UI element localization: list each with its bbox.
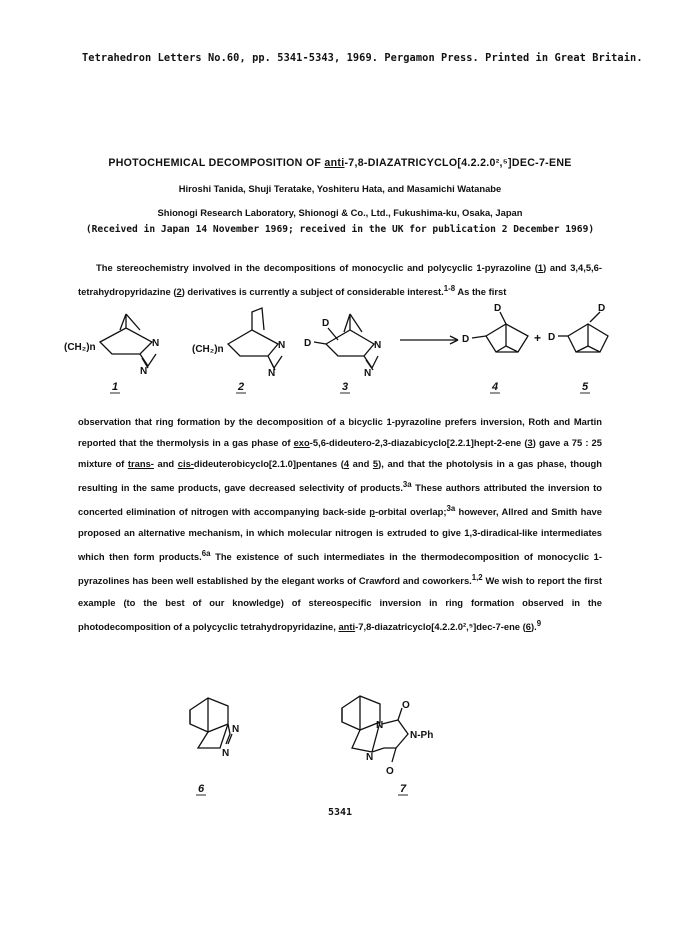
compound-label-2: 2 bbox=[238, 381, 245, 393]
citation-sup-1-2: 1,2 bbox=[471, 573, 483, 583]
main-text-14: ). bbox=[530, 620, 537, 632]
intro-text-1: The stereochemistry involved in the decompositions of monocyclic and polycyclic 1-pyrazoline ( bbox=[96, 262, 538, 273]
main-text-4: and bbox=[153, 458, 178, 469]
received-date: (Received in Japan 14 November 1969; received in the UK for publication 2 December 1969) bbox=[85, 224, 595, 235]
compound-label-1: 1 bbox=[112, 381, 119, 393]
main-text-7: ), and that the photolysis in a gas phase, though resulting in the same products, gave decreased selectivity of products. bbox=[78, 458, 602, 494]
plus-sign: + bbox=[534, 331, 542, 345]
n-atom-7a: N bbox=[376, 720, 384, 731]
d-atom-4b: D bbox=[494, 303, 502, 314]
intro-text-2: ) and 3,4,5,6-tetrahydropyridazine ( bbox=[78, 262, 602, 298]
structure-5-cis-bicyclopentane bbox=[558, 312, 608, 352]
compound-ref-6: 6 bbox=[525, 620, 531, 632]
n-atom-1b: N bbox=[140, 366, 148, 377]
n-atom-6a: N bbox=[232, 724, 240, 735]
d-atom-3a: D bbox=[322, 318, 330, 329]
main-text-12: We wish to report the first example (to the best of our knowledge) of stereospecific inversion in ring formation observed in the photodecomposition of a polycyclic tetrahydropyridazine, bbox=[78, 575, 602, 632]
main-text-9: -orbital overlap; bbox=[374, 506, 447, 518]
term-cis: cis- bbox=[177, 458, 194, 469]
term-exo: exo bbox=[293, 437, 310, 448]
compound-label-6: 6 bbox=[198, 783, 205, 795]
compound-ref-4: 4 bbox=[343, 458, 350, 469]
structure-4-trans-bicyclopentane bbox=[472, 312, 528, 352]
term-anti: anti bbox=[338, 620, 356, 632]
main-text-6: and bbox=[349, 458, 373, 469]
compound-ref-1: 1 bbox=[537, 262, 544, 273]
n-atom-1a: N bbox=[152, 338, 160, 349]
o-atom-7b: O bbox=[386, 766, 394, 777]
term-p: p bbox=[369, 506, 375, 518]
page-number: 5341 bbox=[327, 807, 353, 818]
main-text-2: -5,6-dideutero-2,3-diazabicyclo[2.2.1]hept-2-ene ( bbox=[309, 437, 528, 448]
citation-sup: 1-8 bbox=[443, 284, 456, 293]
main-text-10: however, Allred and Smith have proposed an alternative mechanism, in which molecular nitrogen is extruded to give 1,3-diradical-like intermediates which then form products. bbox=[78, 506, 602, 563]
n-atom-3b: N bbox=[364, 368, 372, 379]
ch2n-label-2: (CH₂)n bbox=[192, 344, 224, 355]
main-text-5: dideuterobicyclo[2.1.0]pentanes ( bbox=[193, 458, 344, 469]
structures-row-1 bbox=[60, 300, 620, 395]
d-atom-5a: D bbox=[548, 332, 556, 343]
structure-1-pyrazoline bbox=[100, 314, 156, 368]
compound-ref-2: 2 bbox=[176, 286, 182, 298]
term-trans: trans- bbox=[127, 458, 154, 469]
citation-sup-9: 9 bbox=[536, 618, 542, 628]
structures-row-2 bbox=[150, 690, 530, 800]
main-text-3: ) gave a 75 : 25 mixture of bbox=[78, 437, 602, 469]
ch2n-label-1: (CH₂)n bbox=[64, 342, 96, 353]
title-anti: anti bbox=[324, 157, 345, 169]
n-atom-6b: N bbox=[222, 748, 230, 759]
structure-7-triazolinedione-adduct bbox=[342, 696, 408, 762]
main-text-13: -7,8-diazatricyclo[4.2.2.0²,⁵]dec-7-ene ( bbox=[355, 620, 526, 632]
n-atom-7b: N bbox=[366, 752, 374, 763]
intro-text-4: As the first bbox=[455, 286, 507, 298]
n-atom-2a: N bbox=[278, 340, 286, 351]
main-text-1: observation that ring formation by the decomposition of a bicyclic 1-pyrazoline prefers inversion, Roth and Martin reported that the thermolysis in a gas phase of bbox=[78, 416, 602, 448]
paragraph-main bbox=[78, 411, 602, 637]
n-atom-3a: N bbox=[374, 340, 382, 351]
compound-label-5: 5 bbox=[582, 381, 589, 393]
structure-6-diazatricyclodecene bbox=[190, 698, 232, 748]
d-atom-4a: D bbox=[462, 334, 470, 345]
o-atom-7a: O bbox=[402, 700, 410, 711]
paragraph-intro bbox=[78, 257, 602, 302]
compound-label-3: 3 bbox=[342, 381, 349, 393]
compound-ref-3: 3 bbox=[527, 437, 533, 448]
citation-sup-3a: 3a bbox=[402, 480, 412, 489]
reaction-arrow bbox=[400, 336, 458, 344]
n-atom-2b: N bbox=[268, 368, 276, 379]
main-text-8: These authors attributed the inversion to concerted elimination of nitrogen with accompanying back-side bbox=[78, 482, 602, 518]
d-atom-3b: D bbox=[304, 338, 312, 349]
intro-text-3: ) derivatives is currently a subject of considerable interest. bbox=[181, 286, 444, 298]
citation-sup-3a-2: 3a bbox=[446, 504, 456, 514]
citation-sup-6a: 6a bbox=[201, 549, 211, 559]
d-atom-5b: D bbox=[598, 303, 606, 314]
title-prefix: PHOTOCHEMICAL DECOMPOSITION OF bbox=[108, 157, 325, 169]
structure-2-tetrahydropyridazine bbox=[228, 308, 282, 370]
compound-label-4: 4 bbox=[492, 381, 499, 393]
title-suffix: -7,8-DIAZATRICYCLO[4.2.2.0²,⁵]DEC-7-ENE bbox=[344, 157, 572, 169]
affiliation: Shionogi Research Laboratory, Shionogi & Co., Ltd., Fukushima-ku, Osaka, Japan bbox=[157, 207, 523, 218]
article-title bbox=[0, 157, 680, 169]
nph-group: N-Ph bbox=[410, 730, 434, 741]
main-text-11: The existence of such intermediates in the thermodecomposition of monocyclic 1-pyrazolines has been well established by the elegant works of Crawford and coworkers. bbox=[78, 551, 602, 587]
author-list: Hiroshi Tanida, Shuji Teratake, Yoshiteru Hata, and Masamichi Watanabe bbox=[178, 183, 502, 194]
compound-label-7: 7 bbox=[400, 783, 407, 795]
compound-ref-5: 5 bbox=[372, 458, 379, 469]
journal-header: Tetrahedron Letters No.60, pp. 5341-5343, 1969. Pergamon Press. Printed in Great Britain. bbox=[82, 52, 643, 64]
